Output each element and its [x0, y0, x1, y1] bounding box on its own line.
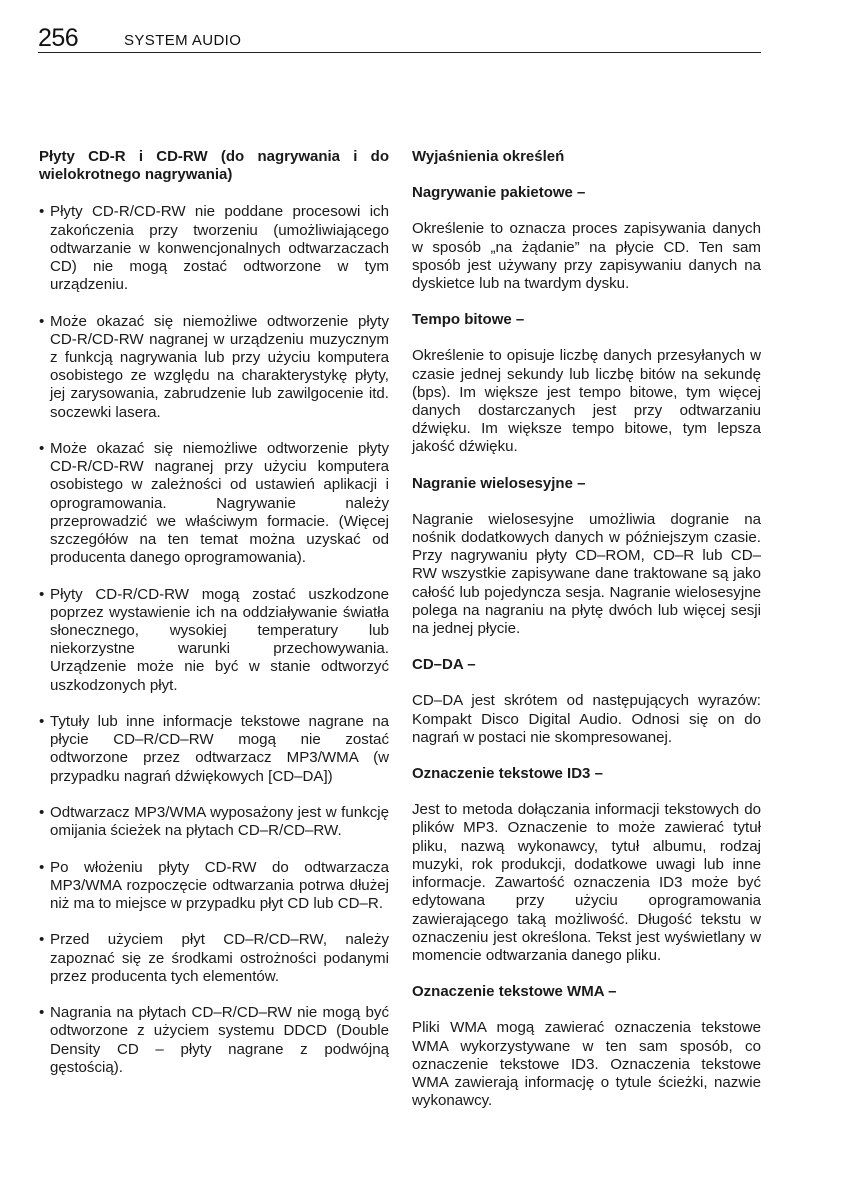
bullet-icon: • — [39, 713, 45, 731]
list-item-text: Płyty CD-R/CD-RW nie poddane procesowi ich zakończenia przy tworzeniu (umożliwiającego odtwarzanie w konwencjonalnych odtwarzaczach CD) nie mogą zostać odtworzone w tym urządzeniu. — [50, 203, 389, 294]
bullet-icon: • — [39, 312, 45, 330]
term-id3-tag: Oznaczenie tekstowe ID3 – — [412, 765, 603, 783]
list-item-text: Odtwarzacz MP3/WMA wyposażony jest w funkcję omijania ścieżek na płytach CD–R/CD–RW. — [50, 804, 389, 840]
list-item — [39, 440, 389, 567]
list-item — [39, 931, 389, 986]
definition-id3-tag: Jest to metoda dołączania informacji tekstowych do plików MP3. Oznaczenie to może zawierać tytuł pliku, nazwą wykonawcy, tytuł albumu, rodzaj muzyki, rok produkcji, dodatkowe uwagi lub inne informacje. Zawartość oznaczenia ID3 może być edytowana przy użyciu oprogramowania zawierającego taką możliwość. Długość tekstu w oznaczeniu jest określona. Tekst jest wyświetlany w momencie odtwarzania danego pliku. — [412, 801, 761, 964]
right-column — [412, 148, 761, 1128]
list-item — [39, 804, 389, 840]
list-item-text: Nagrania na płytach CD–R/CD–RW nie mogą być odtworzone z użyciem systemu DDCD (Double Density CD – płyty nagrane z podwójną gęstością). — [50, 1004, 389, 1076]
notes-list — [39, 203, 389, 1077]
term-wma-tag: Oznaczenie tekstowe WMA – — [412, 983, 617, 1001]
bullet-icon: • — [39, 858, 45, 876]
list-item-text: Tytuły lub inne informacje tekstowe nagrane na płycie CD–R/CD–RW mogą nie zostać odtworzone przez odtwarzacz MP3/WMA (w przypadku nagrań dźwiękowych [CD–DA]) — [50, 713, 389, 785]
list-item-text: Po włożeniu płyty CD-RW do odtwarzacza MP3/WMA rozpoczęcie odtwarzania potrwa dłużej niż ma to miejsce w przypadku płyt CD lub CD–R. — [50, 858, 389, 913]
list-item — [39, 313, 389, 422]
list-item-text: Może okazać się niemożliwe odtworzenie płyty CD-R/CD-RW nagranej przy użyciu komputera osobistego w zależności od ustawień aplikacji i oprogramowania. Nagrywanie należy przeprowadzić we właściwym formacie. (Więcej szczegółów na ten temat można uzyskać od producenta danego oprogramowania). — [50, 440, 389, 567]
definition-packet-writing: Określenie to oznacza proces zapisywania danych w sposób „na żądanie” na płycie CD. Ten sam sposób jest używany przy zapisywaniu danych na dyskietce lub na twardym dysku. — [412, 220, 761, 293]
list-item — [39, 586, 389, 695]
definition-wma-tag: Pliki WMA mogą zawierać oznaczenia tekstowe WMA wykorzystywane w ten sam sposób, co oznaczenie tekstowe ID3. Oznaczenia tekstowe WMA zawierają informację o tytule ścieżki, nazwie wykonawcy. — [412, 1019, 761, 1110]
definition-bit-rate: Określenie to opisuje liczbę danych przesyłanych w czasie jednej sekundy lub liczbę bitów na sekundę (bps). Im większe jest tempo bitowe, tym więcej danych dostarczanych jest przy odtwarzaniu dźwięku. Im większe tempo bitowe, tym lepsza jakość dźwięku. — [412, 347, 761, 456]
term-cd-da: CD–DA – — [412, 656, 476, 674]
bullet-icon: • — [39, 585, 45, 603]
glossary-heading: Wyjaśnienia określeń — [412, 148, 565, 165]
section-title: SYSTEM AUDIO — [124, 32, 242, 49]
page-number: 256 — [38, 24, 79, 52]
list-item — [39, 203, 389, 294]
list-item — [39, 1004, 389, 1077]
bullet-icon: • — [39, 1004, 45, 1022]
bullet-icon: • — [39, 440, 45, 458]
definition-cd-da: CD–DA jest skrótem od następujących wyrazów: Kompakt Disco Digital Audio. Odnosi się on do nagrań w postaci nie skompresowanej. — [412, 692, 761, 746]
bullet-icon: • — [39, 203, 45, 221]
bullet-icon: • — [39, 804, 45, 822]
term-multisession: Nagranie wielosesyjne – — [412, 474, 586, 492]
list-item — [39, 713, 389, 786]
list-item-text: Może okazać się niemożliwe odtworzenie płyty CD-R/CD-RW nagranej w urządzeniu muzycznym z funkcją nagrywania lub przy użyciu komputera osobistego ze względu na charakterystykę płyty, jej zarysowania, zabrudzenie lub zawilgocenie itd. soczewki lasera. — [50, 312, 389, 421]
definition-multisession: Nagranie wielosesyjne umożliwia dogranie na nośnik dodatkowych danych w późniejszym czasie. Przy nagrywaniu płyty CD–ROM, CD–R lub CD–RW wszystkie zapisywane dane traktowane są jako całość lub pojedyncza sesja. Nagranie wielosesyjne polega na nagraniu na płytę dwóch lub więcej sesji na jednej płycie. — [412, 510, 761, 638]
list-item — [39, 859, 389, 914]
cd-r-rw-heading: Płyty CD-R i CD-RW (do nagrywania i do wielokrotnego nagrywania) — [39, 148, 389, 184]
page-header — [38, 24, 761, 53]
list-item-text: Płyty CD-R/CD-RW mogą zostać uszkodzone poprzez wystawienie ich na oddziaływanie światła słonecznego, wysokiej temperatury lub niekorzystne warunki przechowywania. Urządzenie może nie być w stanie odtworzyć uszkodzonych płyt. — [50, 585, 389, 694]
list-item-text: Przed użyciem płyt CD–R/CD–RW, należy zapoznać się ze środkami ostrożności podanymi przez producenta tych elementów. — [50, 931, 389, 985]
left-column — [39, 148, 389, 1095]
term-packet-writing: Nagrywanie pakietowe – — [412, 184, 586, 202]
term-bit-rate: Tempo bitowe – — [412, 311, 525, 329]
bullet-icon: • — [39, 931, 45, 949]
